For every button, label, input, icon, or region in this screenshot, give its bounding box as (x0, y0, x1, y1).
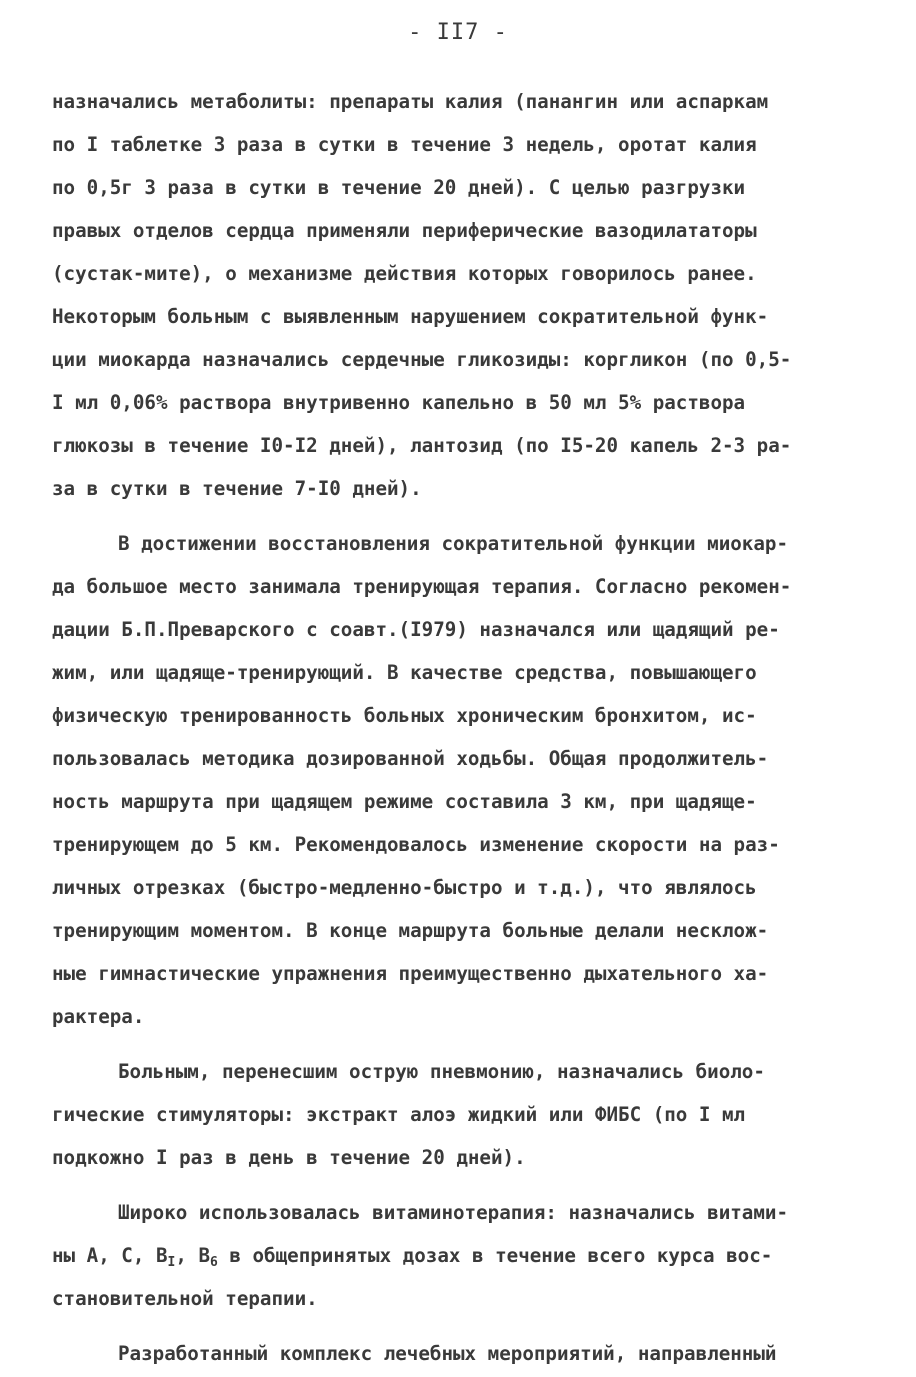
text-line: по I таблетке 3 раза в сутки в течение 3 недель, оротат калия (52, 133, 757, 156)
text-line: по 0,5г 3 раза в сутки в течение 20 дней). С целью разгрузки (52, 176, 746, 199)
text-line-with-subscripts (52, 1234, 882, 1277)
text-line: ции миокарда назначались сердечные гликозиды: коргликон (по 0,5- (52, 348, 792, 371)
paragraph-first-line: Разработанный комплекс лечебных мероприятий, направленный (118, 1342, 777, 1365)
text-line: I мл 0,06% раствора внутривенно капельно в 50 мл 5% раствора (52, 391, 746, 414)
text-line: назначались метаболиты: препараты калия (панангин или аспаркам (52, 90, 769, 113)
text-line: становительной терапии. (52, 1287, 318, 1310)
text-line: Некоторым больным с выявленным нарушением сократительной функ- (52, 305, 769, 328)
text-line: да большое место занимала тренирующая терапия. Согласно рекомен- (52, 575, 792, 598)
text-line: жим, или щадяще-тренирующий. В качестве средства, повышающего (52, 661, 757, 684)
paragraph-first-line: Широко использовалась витаминотерапия: назначались витами- (118, 1201, 789, 1224)
text-fragment: ны А, С, В (52, 1244, 168, 1267)
text-line: тренирующим моментом. В конце маршрута больные делали несклож- (52, 919, 769, 942)
text-line: правых отделов сердца применяли периферические вазодилататоры (52, 219, 757, 242)
subscript: 6 (210, 1255, 218, 1270)
paragraph-first-line: Больным, перенесшим острую пневмонию, назначались биоло- (118, 1060, 765, 1083)
text-line: за в сутки в течение 7-I0 дней). (52, 477, 422, 500)
page-number: - II7 - (408, 20, 508, 45)
text-line: глюкозы в течение I0-I2 дней), лантозид (по I5-20 капель 2-3 ра- (52, 434, 792, 457)
text-line: личных отрезках (быстро-медленно-быстро и т.д.), что являлось (52, 876, 757, 899)
text-line: ность маршрута при щадящем режиме составила 3 км, при щадяще- (52, 790, 757, 813)
text-line: рактера. (52, 1005, 145, 1028)
text-fragment: , В (175, 1244, 211, 1267)
paragraph-first-line: В достижении восстановления сократительной функции миокар- (118, 532, 789, 555)
text-line: тренирующем до 5 км. Рекомендовалось изменение скорости на раз- (52, 833, 780, 856)
text-line: физическую тренированность больных хроническим бронхитом, ис- (52, 704, 757, 727)
text-line: гические стимуляторы: экстракт алоэ жидкий или ФИБС (по I мл (52, 1103, 746, 1126)
body-text (52, 80, 882, 1375)
text-fragment: в общепринятых дозах в течение всего курса вос- (217, 1244, 773, 1267)
subscript: I (167, 1255, 176, 1270)
text-line: пользовалась методика дозированной ходьбы. Общая продолжитель- (52, 747, 769, 770)
text-line: (сустак-мите), о механизме действия которых говорилось ранее. (52, 262, 757, 285)
text-line: ные гимнастические упражнения преимущественно дыхательного ха- (52, 962, 769, 985)
text-line: подкожно I раз в день в течение 20 дней). (52, 1146, 526, 1169)
text-line: дации Б.П.Преварского с соавт.(I979) назначался или щадящий ре- (52, 618, 780, 641)
